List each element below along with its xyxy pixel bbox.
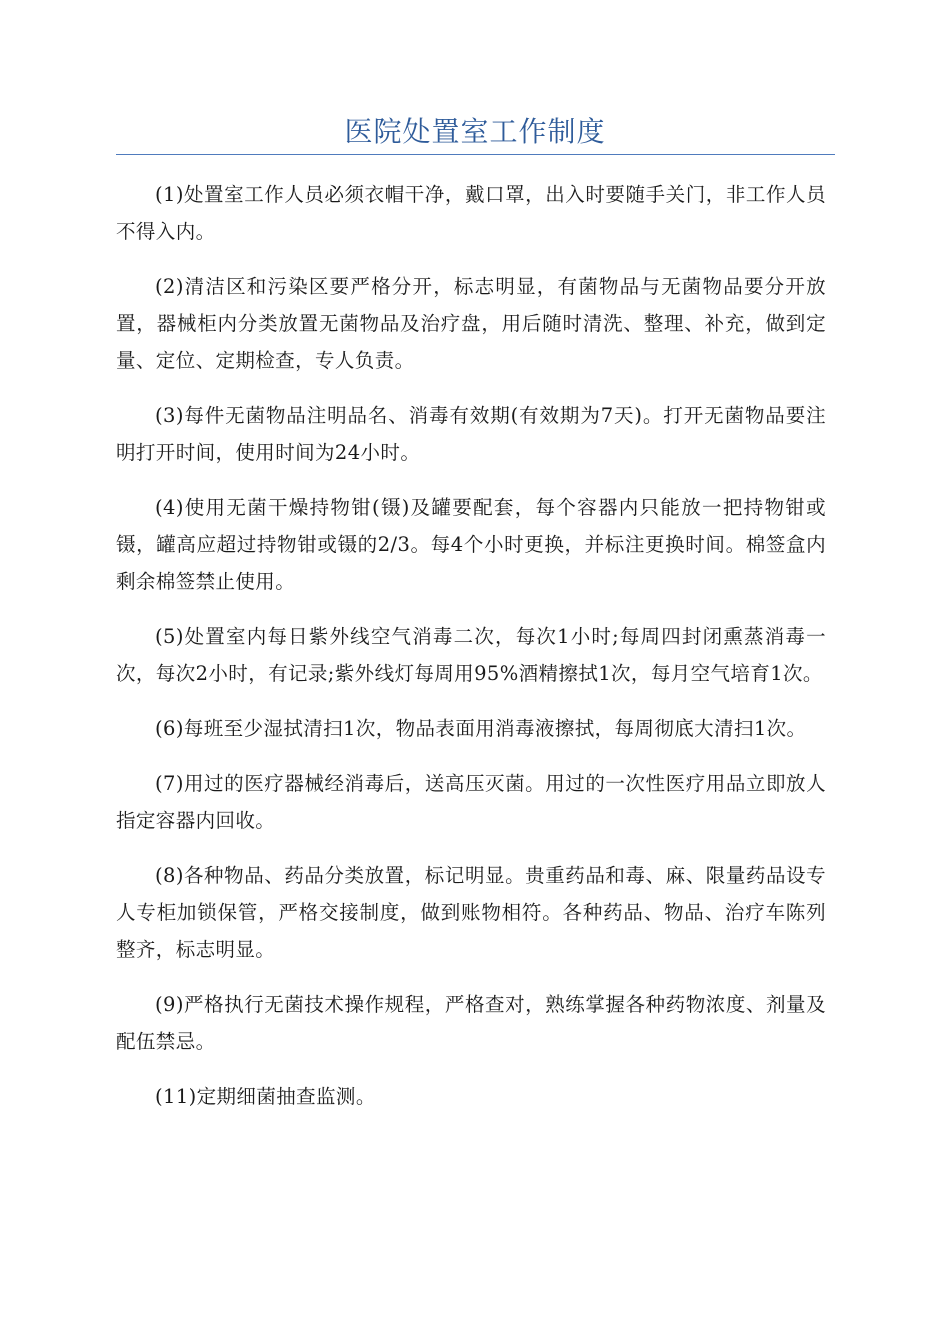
title-divider (116, 154, 835, 155)
paragraph-4: (4)使用无菌干燥持物钳(镊)及罐要配套，每个容器内只能放一把持物钳或镊，罐高应超过持物钳或镊的2/3。每4个小时更换，并标注更换时间。棉签盒内剩余棉签禁止使用。 (116, 496, 826, 593)
paragraph-3: (3)每件无菌物品注明品名、消毒有效期(有效期为7天)。打开无菌物品要注明打开时间，使用时间为24小时。 (116, 404, 826, 464)
page-title: 医院处置室工作制度 (344, 115, 606, 148)
paragraph-2: (2)清洁区和污染区要严格分开，标志明显，有菌物品与无菌物品要分开放置，器械柜内分类放置无菌物品及治疗盘，用后随时清洗、整理、补充，做到定量、定位、定期检查，专人负责。 (116, 275, 826, 372)
paragraph-11: (11)定期细菌抽查监测。 (155, 1085, 376, 1108)
paragraph-1: (1)处置室工作人员必须衣帽干净，戴口罩，出入时要随手关门，非工作人员不得入内。 (116, 183, 826, 243)
document-body (116, 176, 826, 1133)
paragraph-9: (9)严格执行无菌技术操作规程，严格查对，熟练掌握各种药物浓度、剂量及配伍禁忌。 (116, 993, 826, 1053)
paragraph-8: (8)各种物品、药品分类放置，标记明显。贵重药品和毒、麻、限量药品设专人专柜加锁保管，严格交接制度，做到账物相符。各种药品、物品、治疗车陈列整齐，标志明显。 (116, 864, 826, 961)
paragraph-6: (6)每班至少湿拭清扫1次，物品表面用消毒液擦拭，每周彻底大清扫1次。 (155, 717, 807, 740)
paragraph-7: (7)用过的医疗器械经消毒后，送高压灭菌。用过的一次性医疗用品立即放人指定容器内回收。 (116, 772, 826, 832)
paragraph-5: (5)处置室内每日紫外线空气消毒二次，每次1小时;每周四封闭熏蒸消毒一次，每次2小时，有记录;紫外线灯每周用95%酒精擦拭1次，每月空气培育1次。 (116, 625, 826, 685)
